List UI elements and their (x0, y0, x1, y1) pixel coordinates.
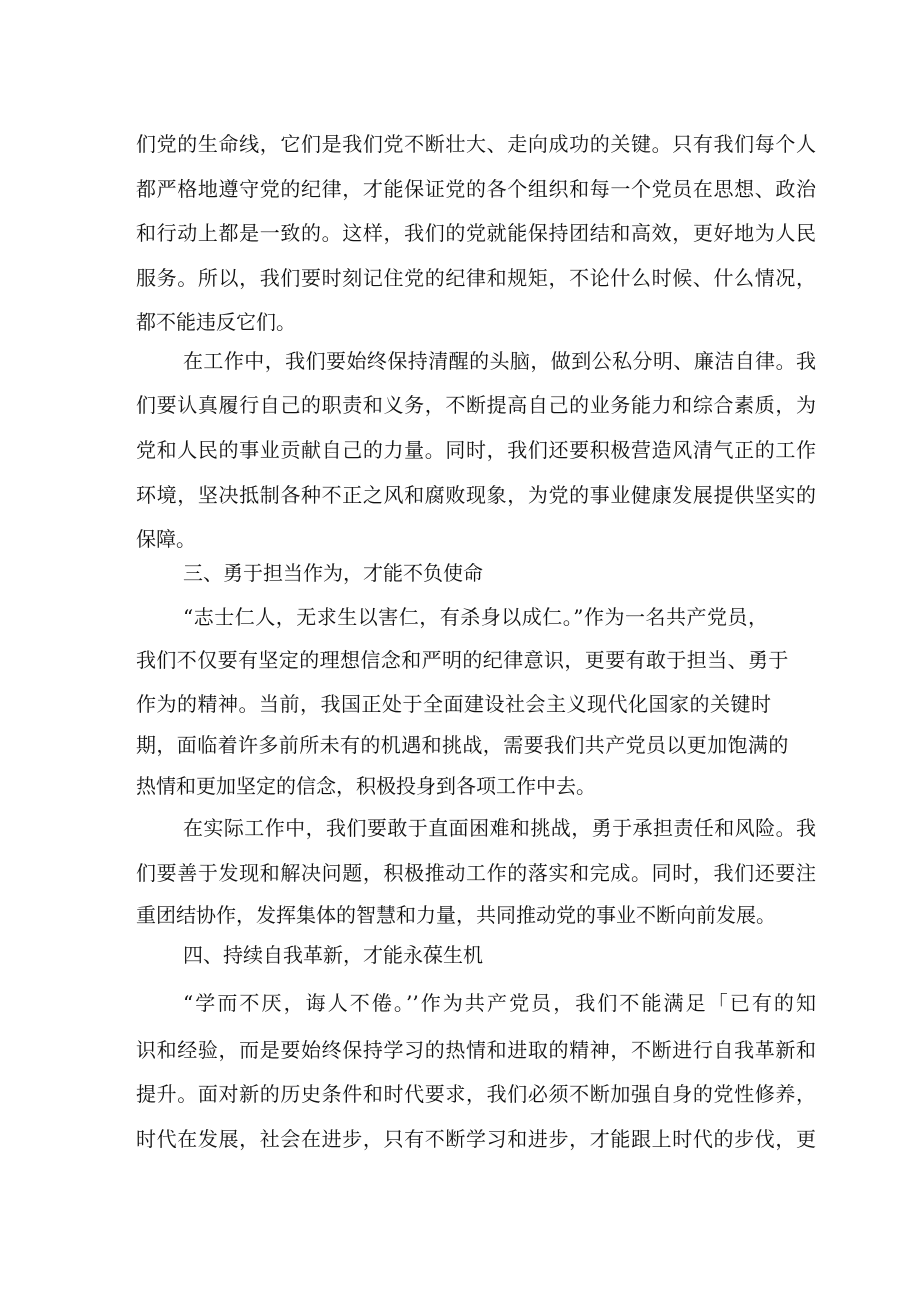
text-line: 重团结协作，发挥集体的智慧和力量，共同推动党的事业不断向前发展。 (136, 903, 776, 927)
section-heading: 四、持续自我革新，才能永葆生机 (183, 943, 483, 967)
text-line: 们要认真履行自己的职责和义务，不断提高自己的业务能力和综合素质，为 (136, 393, 816, 417)
paragraph-first-line: 在工作中，我们要始终保持清醒的头脑，做到公私分明、廉洁自律。我 (183, 349, 816, 373)
paragraph-first-line: “学而不厌，诲人不倦。’’作为共产党员，我们不能满足「已有的知 (183, 991, 816, 1015)
text-line: 我们不仅要有坚定的理想信念和严明的纪律意识，更要有敢于担当、勇于 (136, 648, 789, 672)
text-line: 们党的生命线，它们是我们党不断壮大、走向成功的关键。只有我们每个人 (136, 132, 816, 156)
text-line: 党和人民的事业贡献自己的力量。同时，我们还要积极营造风清气正的工作 (136, 438, 816, 462)
text-line: 保障。 (136, 527, 196, 551)
text-line: 热情和更加坚定的信念，积极投身到各项工作中去。 (136, 774, 596, 798)
section-heading: 三、勇于担当作为，才能不负使命 (183, 561, 483, 585)
text-line: 都严格地遵守党的纪律，才能保证党的各个组织和每一个党员在思想、政治 (136, 177, 816, 201)
text-line: 和行动上都是一致的。这样，我们的党就能保持团结和高效，更好地为人民 (136, 221, 816, 245)
text-line: 都不能违反它们。 (136, 310, 296, 334)
text-line: 们要善于发现和解决问题，积极推动工作的落实和完成。同时，我们还要注 (136, 861, 816, 885)
text-line: 作为的精神。当前，我国正处于全面建设社会主义现代化国家的关键时 (136, 692, 772, 716)
paragraph-first-line: 在实际工作中，我们要敢于直面困难和挑战，勇于承担责任和风险。我 (183, 816, 816, 840)
text-line: 服务。所以，我们要时刻记住党的纪律和规矩，不论什么时候、什么情况， (136, 266, 816, 290)
text-line: 期，面临着许多前所未有的机遇和挑战，需要我们共产党员以更加饱满的 (136, 733, 789, 757)
text-line: 识和经验，而是要始终保持学习的热情和进取的精神，不断进行自我革新和 (136, 1038, 816, 1062)
paragraph-first-line: “志士仁人，无求生以害仁，有杀身以成仁。”作为一名共产党员， (183, 605, 769, 629)
text-line: 时代在发展，社会在进步，只有不断学习和进步，才能跟上时代的步伐，更 (136, 1127, 816, 1151)
text-line: 提升。面对新的历史条件和时代要求，我们必须不断加强自身的党性修养， (136, 1082, 816, 1106)
text-line: 环境，坚决抵制各种不正之风和腐败现象，为党的事业健康发展提供坚实的 (136, 483, 816, 507)
